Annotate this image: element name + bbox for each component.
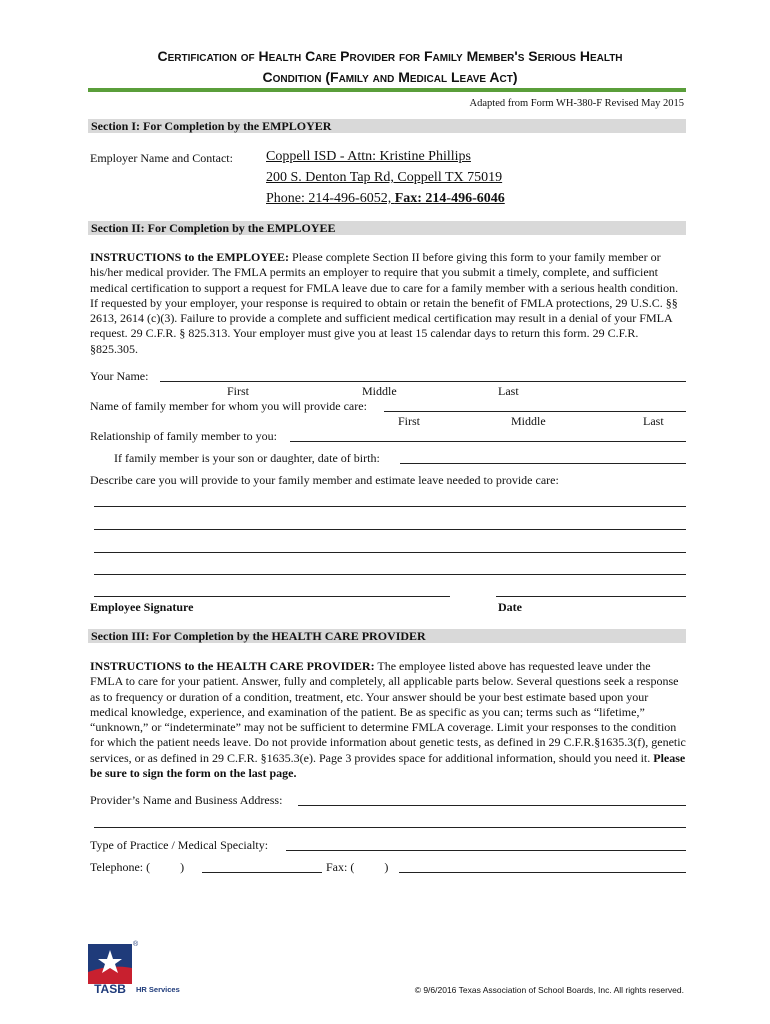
family-member-label: Name of family member for whom you will provide care:: [90, 399, 367, 413]
tasb-wordmark: TASB: [94, 982, 126, 996]
care-line-2[interactable]: [94, 529, 686, 530]
hr-services-text: HR Services: [136, 985, 180, 994]
your-name-field[interactable]: [160, 381, 686, 382]
family-first: First: [398, 414, 421, 428]
family-last: Last: [643, 414, 664, 428]
dob-field[interactable]: [400, 463, 686, 464]
provider-instructions: [90, 659, 686, 781]
tasb-star-icon: [88, 944, 132, 984]
copyright-notice: © 9/6/2016 Texas Association of School Boards, Inc. All rights reserved.: [414, 985, 684, 995]
employer-fax: Fax: 214-496-6046: [394, 191, 505, 206]
employer-label: Employer Name and Contact:: [90, 151, 233, 165]
form-title: [60, 46, 720, 88]
employer-line-2: 200 S. Denton Tap Rd, Coppell TX 75019: [266, 170, 503, 185]
relationship-label: Relationship of family member to you:: [90, 429, 277, 443]
provider-address-field[interactable]: [298, 805, 686, 806]
describe-care-label: Describe care you will provide to your family member and estimate leave needed to provide care:: [90, 473, 559, 487]
relationship-field[interactable]: [290, 441, 686, 442]
care-line-3[interactable]: [94, 552, 686, 553]
section2-heading: Section II: For Completion by the EMPLOYEE: [88, 221, 686, 235]
employee-instructions-lead: INSTRUCTIONS to the EMPLOYEE:: [90, 250, 290, 264]
provider-instructions-emphasis: Please be sure to sign the form on the last page.: [90, 750, 686, 781]
tasb-logo: [88, 941, 180, 996]
title-line-2: Condition (Family and Medical Leave Act): [262, 69, 518, 85]
provider-address-label: Provider’s Name and Business Address:: [90, 793, 283, 807]
section1-heading: Section I: For Completion by the EMPLOYER: [88, 119, 686, 133]
provider-address-field-2[interactable]: [94, 827, 686, 828]
fax-field[interactable]: [399, 872, 686, 873]
family-middle: Middle: [511, 414, 546, 428]
telephone-label: Telephone: ( ): [90, 860, 185, 874]
signature-date-field[interactable]: [496, 596, 686, 597]
employer-phone: Phone: 214-496-6052,: [266, 191, 395, 206]
employee-instructions: [90, 250, 686, 357]
registered-mark: ®: [133, 941, 139, 948]
employer-line-1: Coppell ISD - Attn: Kristine Phillips: [266, 149, 471, 164]
family-member-field[interactable]: [384, 411, 686, 412]
your-name-first: First: [227, 384, 250, 398]
fax-label: Fax: ( ): [326, 860, 389, 874]
your-name-label: Your Name:: [90, 369, 149, 383]
practice-label: Type of Practice / Medical Specialty:: [90, 838, 269, 852]
provider-instructions-lead: INSTRUCTIONS to the HEALTH CARE PROVIDER:: [90, 659, 375, 673]
employee-signature-field[interactable]: [94, 596, 450, 597]
employer-phone-line: [266, 188, 505, 209]
employee-instructions-body: Please complete Section II before giving this form to your family member or his/her medical provider. The FMLA permits an employer to require that you submit a timely, complete, and sufficient medical certification to support a request for FMLA leave due to care for a family member with a serious health condition. If requested by your employer, your response is required to obtain or retain the benefit of FMLA protections, 29 U.S.C. §§ 2613, 2614 (c)(3). Failure to provide a complete and sufficient medical certification may result in a denial of your FMLA request. 29 C.F.R. § 825.313. Your employer must give you at least 15 calendar days to return this form. 29 C.F.R. §825.305.: [90, 250, 679, 356]
signature-date-label: Date: [498, 600, 522, 614]
your-name-middle: Middle: [362, 384, 397, 398]
care-line-1[interactable]: [94, 506, 686, 507]
adapted-note: Adapted from Form WH-380-F Revised May 2015: [469, 98, 684, 109]
care-line-4[interactable]: [94, 574, 686, 575]
practice-field[interactable]: [286, 850, 686, 851]
employer-contact: [266, 146, 505, 209]
title-rule: [88, 88, 686, 92]
telephone-field[interactable]: [202, 872, 322, 873]
dob-label: If family member is your son or daughter, date of birth:: [114, 451, 380, 465]
employee-signature-label: Employee Signature: [90, 600, 194, 614]
section3-heading: Section III: For Completion by the HEALTH CARE PROVIDER: [88, 629, 686, 643]
your-name-last: Last: [498, 384, 519, 398]
provider-instructions-body: The employee listed above has requested leave under the FMLA to care for your patient. Answer, fully and completely, all applicable parts below. Several questions seek a response as to frequency or duration of a condition, treatment, etc. Your answer should be your best estimate based upon your medical knowledge, experience, and examination of the patient. Be as specific as you can; terms such as “lifetime,” “unknown,” or “indeterminate” may not be sufficient to determine FMLA coverage. Limit your responses to the condition for which the patient needs leave. Do not provide information about genetic tests, as defined in 29 C.F.R.§1635.3(f), genetic services, or as defined in 29 C.F.R. §1635.3(e). Page 3 provides space for additional information, should you need it.: [90, 659, 686, 765]
title-line-1: Certification of Health Care Provider for Family Member's Serious Health: [157, 48, 623, 64]
